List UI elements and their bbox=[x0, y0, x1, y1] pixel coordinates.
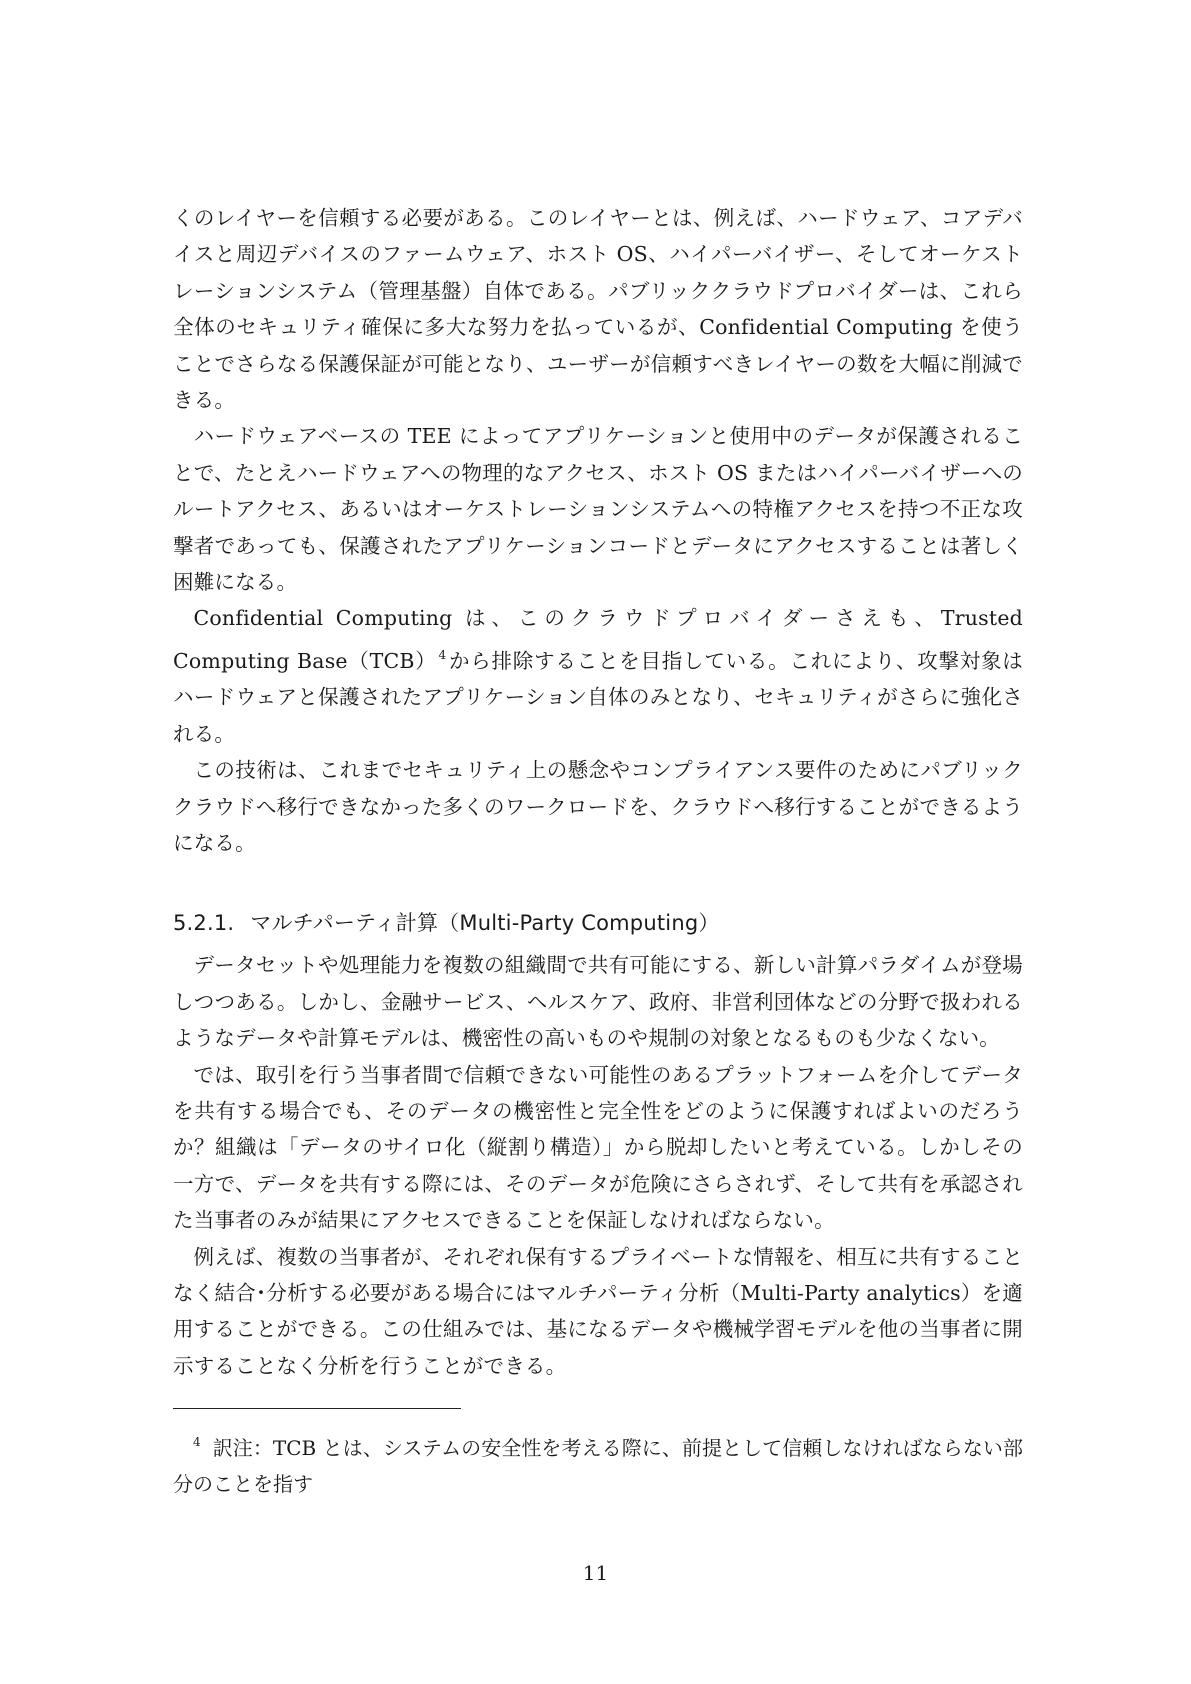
footnote-mark: 4 bbox=[193, 1435, 201, 1449]
section-title: マルチパーティ計算（Multi-Party Computing） bbox=[250, 911, 720, 936]
footnote-text: 訳注：TCB とは、システムの安全性を考える際に、前提として信頼しなければならない部分のことを指す bbox=[173, 1436, 1023, 1496]
section-paragraph-example: 例えば、複数の当事者が、それぞれ保有するプライベートな情報を、相互に共有することなく結合･分析する必要がある場合にはマルチパーティ分析（Multi-Party analytics）を適用することができる。この仕組みでは、基になるデータや機械学習モデルを他の当事者に開示することなく分析を行うことができる。 bbox=[173, 1244, 1023, 1378]
paragraph-tee: ハードウェアベースの TEE によってアプリケーションと使用中のデータが保護されることで、たとえハードウェアへの物理的なアクセス、ホスト OS またはハイパーバイザーへのルートアクセス、あるいはオーケストレーションシステムへの特権アクセスを持つ不正な攻撃者であっても、保護されたアプリケーションコードとデータにアクセスすることは著しく困難になる。 bbox=[173, 424, 1023, 595]
section-paragraph-intro: データセットや処理能力を複数の組織間で共有可能にする、新しい計算パラダイムが登場しつつある。しかし、金融サービス、ヘルスケア、政府、非営利団体などの分野で扱われるようなデータや計算モデルは、機密性の高いものや規制の対象となるものも少なくない。 bbox=[173, 953, 1023, 1051]
section-number: 5.2.1. bbox=[173, 911, 235, 936]
paragraph-tcb-text-after: から排除することを目指している。これにより、攻撃対象はハードウェアと保護されたアプリケーション自体のみとなり、セキュリティがさらに強化される。 bbox=[173, 648, 1023, 746]
page-number: 11 bbox=[582, 1561, 609, 1585]
paragraph-continued: くのレイヤーを信頼する必要がある。このレイヤーとは、例えば、ハードウェア、コアデバイスと周辺デバイスのファームウェア、ホスト OS、ハイパーバイザー、そしてオーケストレーションシステム（管理基盤）自体である。パブリッククラウドプロバイダーは、これら全体のセキュリティ確保に多大な努力を払っているが、Confidential Computing を使うことでさらなる保護保証が可能となり、ユーザーが信頼すべきレイヤーの数を大幅に削減できる。 bbox=[173, 206, 1023, 413]
footnote-reference[interactable]: 4 bbox=[438, 647, 447, 662]
section-paragraph-question: では、取引を行う当事者間で信頼できない可能性のあるプラットフォームを介してデータを共有する場合でも、そのデータの機密性と完全性をどのように保護すればよいのだろうか？組織は「データのサイロ化（縦割り構造）」から脱却したいと考えている。しかしその一方で、データを共有する際には、そのデータが危険にさらされず、そして共有を承認された当事者のみが結果にアクセスできることを保証しなければならない。 bbox=[173, 1062, 1023, 1233]
section-heading bbox=[173, 905, 1023, 941]
footnote bbox=[173, 1424, 1023, 1502]
paragraph-migration: この技術は、これまでセキュリティ上の懸念やコンプライアンス要件のためにパブリッククラウドへ移行できなかった多くのワークロードを、クラウドへ移行することができるようになる。 bbox=[173, 758, 1023, 855]
footnote-divider bbox=[173, 1408, 461, 1409]
paragraph-tcb bbox=[173, 600, 1023, 752]
body-text bbox=[173, 200, 1023, 1384]
paragraph-tcb-text-before: Confidential Computing は、このクラウドプロバイダーさえも、Trusted Computing Base（TCB） bbox=[173, 606, 1023, 673]
